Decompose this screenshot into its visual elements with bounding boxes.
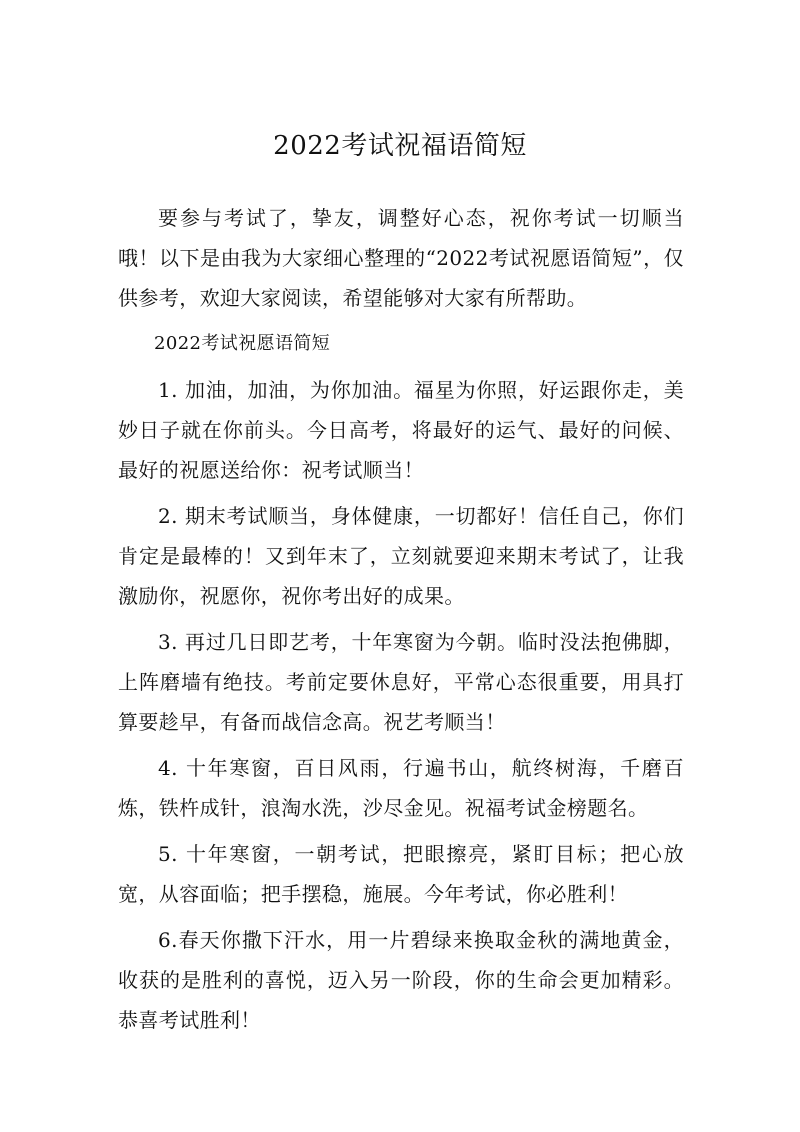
wish-item-6: 6.春天你撒下汗水，用一片碧绿来换取金秋的满地黄金，收获的是胜利的喜悦，迈入另一阶段，你的生命会更加精彩。恭喜考试胜利！ (118, 928, 684, 1032)
wish-item-4: 4. 十年寒窗，百日风雨，行遍书山，航终树海，千磨百炼，铁杵成针，浪淘水洗，沙尽金见。祝福考试金榜题名。 (118, 756, 684, 820)
page-title: 2022考试祝福语简短 (273, 131, 527, 161)
wish-item-3: 3. 再过几日即艺考，十年寒窗为今朝。临时没法抱佛脚，上阵磨墙有绝技。考前定要休息好，平常心态很重要，用具打算要趁早，有备而战信念高。祝艺考顺当！ (118, 630, 684, 734)
intro-paragraph: 要参与考试了，挚友，调整好心态，祝你考试一切顺当哦！以下是由我为大家细心整理的“2022考试祝愿语简短”，仅供参考，欢迎大家阅读，希望能够对大家有所帮助。 (118, 206, 684, 310)
wish-item-1: 1. 加油，加油，为你加油。福星为你照，好运跟你走，美妙日子就在你前头。今日高考，将最好的运气、最好的问候、最好的祝愿送给你：祝考试顺当！ (118, 378, 684, 482)
wish-item-5: 5. 十年寒窗，一朝考试，把眼擦亮，紧盯目标；把心放宽，从容面临；把手摆稳，施展。今年考试，你必胜利！ (118, 842, 684, 906)
section-subtitle: 2022考试祝愿语简短 (154, 333, 331, 354)
document-body (118, 198, 684, 1046)
wish-item-2: 2. 期末考试顺当，身体健康，一切都好！信任自己，你们肯定是最棒的！又到年末了，立刻就要迎来期末考试了，让我激励你，祝愿你，祝你考出好的成果。 (118, 504, 684, 608)
